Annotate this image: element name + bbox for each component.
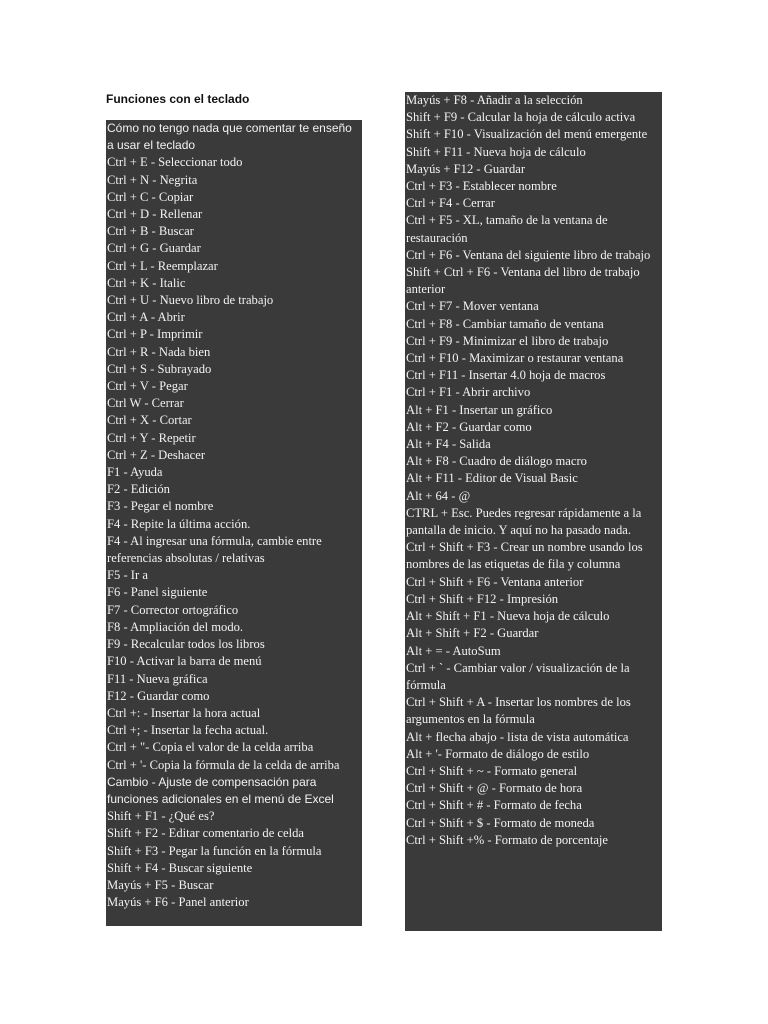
list-item: Ctrl + F1 - Abrir archivo bbox=[406, 385, 531, 400]
left-shortcut-column bbox=[106, 120, 362, 926]
list-item: Alt + F2 - Guardar como bbox=[406, 419, 532, 434]
list-item: F8 - Ampliación del modo. bbox=[107, 619, 244, 634]
list-item: Alt + = - AutoSum bbox=[406, 643, 501, 658]
list-item: Ctrl + Z - Deshacer bbox=[107, 447, 206, 462]
list-item: F4 - Repite la última acción. bbox=[107, 516, 251, 531]
list-item: Mayús + F6 - Panel anterior bbox=[107, 895, 249, 910]
list-item: F11 - Nueva gráfica bbox=[107, 671, 208, 686]
list-item: Alt + '- Formato de diálogo de estilo bbox=[406, 746, 590, 761]
list-item: Ctrl + Shift + $ - Formato de moneda bbox=[406, 815, 595, 830]
list-item: Ctrl + Shift +% - Formato de porcentaje bbox=[406, 832, 609, 847]
list-item: Ctrl + F7 - Mover ventana bbox=[406, 299, 539, 314]
list-item: Ctrl + Shift + F3 - Crear un nombre usando los nombres de las etiquetas de fila y columna bbox=[406, 540, 643, 572]
list-item: Ctrl + P - Imprimir bbox=[107, 327, 203, 342]
list-item: Shift + Ctrl + F6 - Ventana del libro de trabajo anterior bbox=[406, 265, 640, 297]
list-item: Ctrl + N - Negrita bbox=[107, 172, 198, 187]
list-item: Ctrl + C - Copiar bbox=[107, 189, 194, 204]
list-item: F12 - Guardar como bbox=[107, 688, 210, 703]
list-item: Ctrl +: - Insertar la hora actual bbox=[107, 705, 261, 720]
list-item: Ctrl + F9 - Minimizar el libro de trabajo bbox=[406, 333, 609, 348]
list-item: Alt + Shift + F2 - Guardar bbox=[406, 626, 539, 641]
list-item: Ctrl + F11 - Insertar 4.0 hoja de macros bbox=[406, 368, 606, 383]
list-item: Ctrl + K - Italic bbox=[107, 275, 186, 290]
list-item: Alt + F8 - Cuadro de diálogo macro bbox=[406, 454, 587, 469]
list-item: Ctrl + D - Rellenar bbox=[107, 207, 203, 222]
list-item: Ctrl + Y - Repetir bbox=[107, 430, 196, 445]
list-item: Ctrl + S - Subrayado bbox=[107, 361, 212, 376]
list-item: Ctrl + ` - Cambiar valor / visualización de la fórmula bbox=[406, 660, 630, 692]
list-item: Ctrl + G - Guardar bbox=[107, 241, 201, 256]
list-item: Ctrl + F6 - Ventana del siguiente libro de trabajo bbox=[406, 247, 651, 262]
list-item: Alt + 64 - @ bbox=[406, 488, 471, 503]
list-item: Alt + flecha abajo - lista de vista automática bbox=[406, 729, 629, 744]
list-item: Alt + F1 - Insertar un gráfico bbox=[406, 402, 553, 417]
list-item: F1 - Ayuda bbox=[107, 465, 163, 480]
list-item: Ctrl + B - Buscar bbox=[107, 224, 194, 239]
list-item: F2 - Edición bbox=[107, 482, 170, 497]
list-item: Mayús + F12 - Guardar bbox=[406, 161, 526, 176]
list-item: Ctrl + Shift + # - Formato de fecha bbox=[406, 798, 582, 813]
list-item: F10 - Activar la barra de menú bbox=[107, 654, 262, 669]
list-item: Shift + F1 - ¿Qué es? bbox=[107, 809, 215, 824]
list-item: Shift + F11 - Nueva hoja de cálculo bbox=[406, 144, 586, 159]
list-item: Shift + F9 - Calcular la hoja de cálculo activa bbox=[406, 110, 636, 125]
list-item: Ctrl + '- Copia la fórmula de la celda de arriba bbox=[107, 757, 340, 772]
list-item: Cómo no tengo nada que comentar te enseño a usar el teclado bbox=[107, 121, 352, 153]
list-item: Alt + F4 - Salida bbox=[406, 437, 491, 452]
list-item: Ctrl + L - Reemplazar bbox=[107, 258, 218, 273]
list-item: Ctrl + X - Cortar bbox=[107, 413, 192, 428]
list-item: F9 - Recalcular todos los libros bbox=[107, 637, 265, 652]
list-item: Ctrl W - Cerrar bbox=[107, 396, 184, 411]
list-item: Mayús + F5 - Buscar bbox=[107, 877, 214, 892]
list-item: Alt + Shift + F1 - Nueva hoja de cálculo bbox=[406, 609, 610, 624]
list-item: Ctrl + F8 - Cambiar tamaño de ventana bbox=[406, 316, 604, 331]
list-item: F6 - Panel siguiente bbox=[107, 585, 208, 600]
list-item: Ctrl + F3 - Establecer nombre bbox=[406, 179, 557, 194]
list-item: Shift + F2 - Editar comentario de celda bbox=[107, 826, 304, 841]
list-item: Ctrl + F10 - Maximizar o restaurar ventana bbox=[406, 351, 624, 366]
list-item: Alt + F11 - Editor de Visual Basic bbox=[406, 471, 578, 486]
document-title: Funciones con el teclado bbox=[106, 92, 250, 106]
right-shortcut-column bbox=[405, 92, 662, 931]
list-item: F5 - Ir a bbox=[107, 568, 148, 583]
list-item: Ctrl + Shift + @ - Formato de hora bbox=[406, 781, 583, 796]
list-item: Ctrl + Shift + F6 - Ventana anterior bbox=[406, 574, 584, 589]
list-item: Ctrl + A - Abrir bbox=[107, 310, 185, 325]
list-item: Shift + F3 - Pegar la función en la fórmula bbox=[107, 843, 322, 858]
list-item: Shift + F10 - Visualización del menú emergente bbox=[406, 127, 648, 142]
list-item: F7 - Corrector ortográfico bbox=[107, 602, 239, 617]
list-item: Ctrl + E - Seleccionar todo bbox=[107, 155, 243, 170]
list-item: Ctrl + F4 - Cerrar bbox=[406, 196, 495, 211]
list-item: Ctrl + Shift + F12 - Impresión bbox=[406, 591, 559, 606]
list-item: Cambio - Ajuste de compensación para funciones adicionales en el menú de Excel bbox=[107, 774, 334, 806]
list-item: F3 - Pegar el nombre bbox=[107, 499, 214, 514]
list-item: Ctrl + F5 - XL, tamaño de la ventana de restauración bbox=[406, 213, 608, 245]
list-item: F4 - Al ingresar una fórmula, cambie entre referencias absolutas / relativas bbox=[107, 533, 322, 566]
list-item: Ctrl + V - Pegar bbox=[107, 379, 188, 394]
list-item: Ctrl + Shift + ~ - Formato general bbox=[406, 763, 578, 778]
list-item: Shift + F4 - Buscar siguiente bbox=[107, 860, 253, 875]
list-item: Mayús + F8 - Añadir a la selección bbox=[406, 93, 583, 107]
list-item: Ctrl + R - Nada bien bbox=[107, 344, 211, 359]
list-item: CTRL + Esc. Puedes regresar rápidamente a la pantalla de inicio. Y aquí no ha pasado nada. bbox=[406, 505, 642, 538]
list-item: Ctrl + Shift + A - Insertar los nombres de los argumentos en la fórmula bbox=[406, 695, 631, 727]
list-item: Ctrl + U - Nuevo libro de trabajo bbox=[107, 293, 274, 308]
list-item: Ctrl +; - Insertar la fecha actual. bbox=[107, 723, 269, 738]
list-item: Ctrl + "- Copia el valor de la celda arriba bbox=[107, 740, 314, 755]
